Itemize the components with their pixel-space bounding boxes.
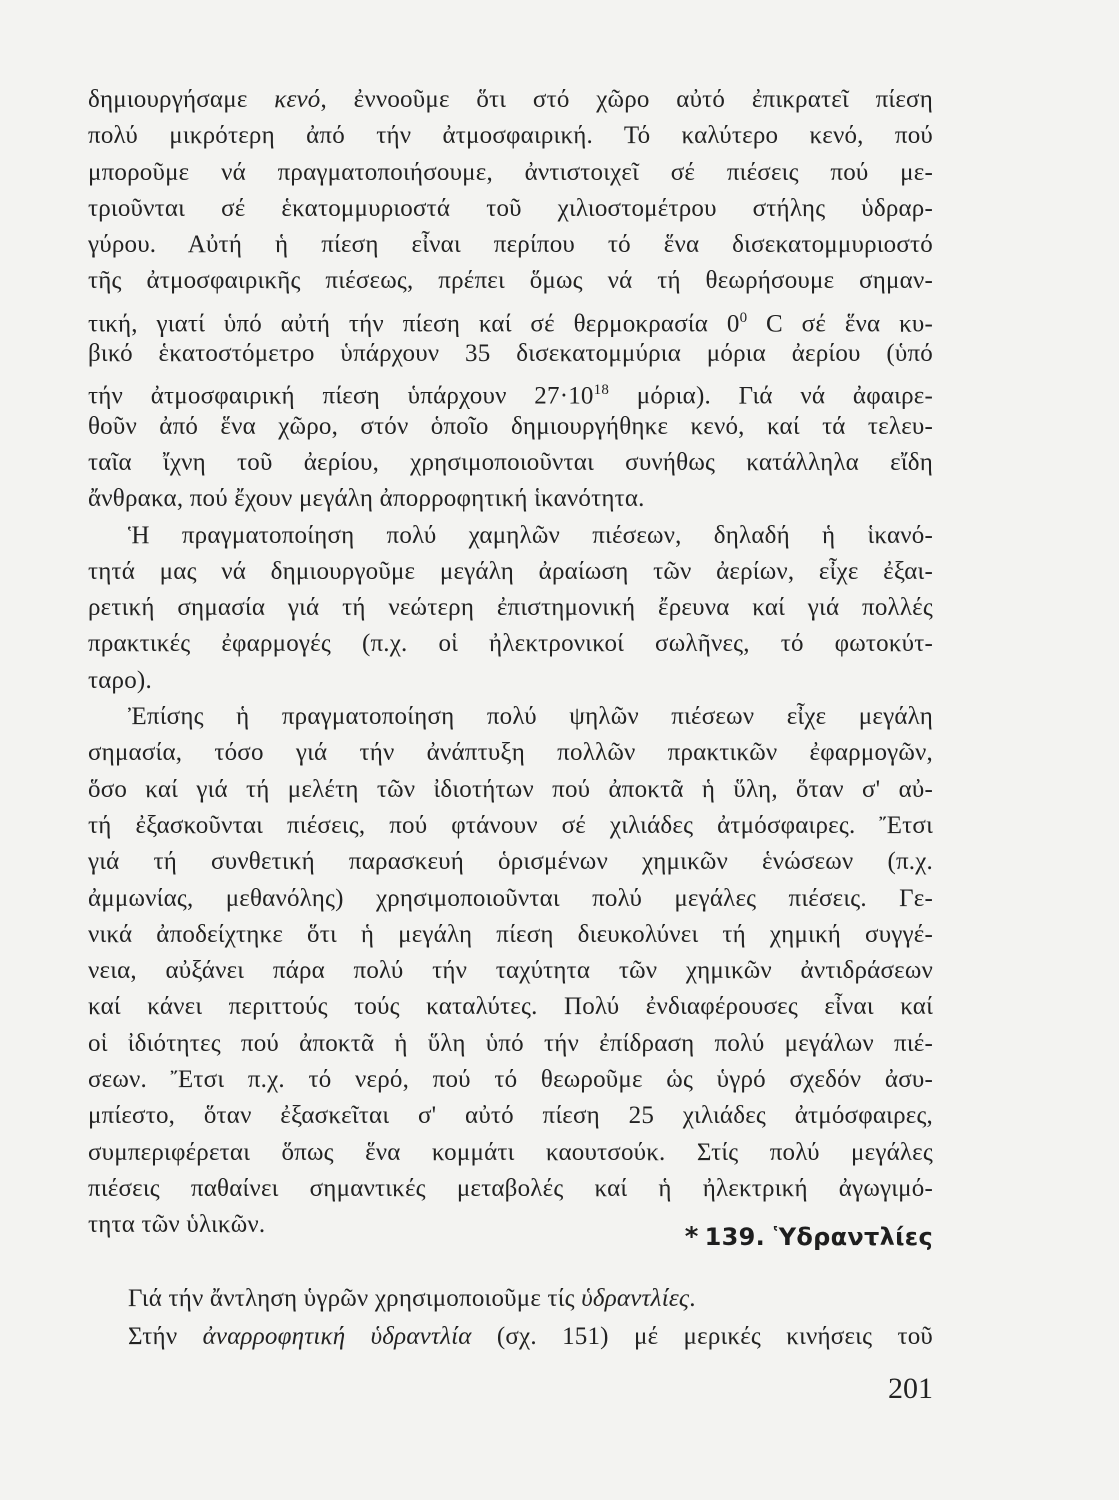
text-line: γιά τή συνθετική παρασκευή ὁρισμένων χημικῶν ἑνώσεων (π.χ. [88,848,933,876]
term-ydrantlies: ὑδραντλίες [581,1285,690,1312]
text-line: βικό ἑκατοστόμετρο ὑπάρχουν 35 δισεκατομμύρια μόρια ἀερίου (ὑπό [88,340,933,368]
text-line: Στήν ἀναρροφητική ὑδραντλία (σχ. 151) μέ μερικές κινήσεις τοῦ [128,1323,933,1350]
text-line: ὅσο καί γιά τή μελέτη τῶν ἰδιοτήτων πού ἀποκτᾶ ἡ ὕλη, ὅταν σ' αὐ- [88,775,933,803]
asterisk-icon: * [684,1222,699,1252]
text-line: τήν ἀτμοσφαιρική πίεση ὑπάρχουν $27\cdot 10^{18}$ μόρια). Γιά νά ἀφαιρε- [88,382,933,410]
text-line: οἱ ἰδιότητες πού ἀποκτᾶ ἡ ὕλη ὑπό τήν ἐπίδραση πολύ μεγάλων πιέ- [88,1029,933,1057]
main-text [88,82,933,1244]
text-line: Γιά τήν ἄντληση ὑγρῶν χρησιμοποιοῦμε τίς ὑδραντλίες. [128,1285,696,1312]
text-line: τριοῦνται σέ ἑκατομμυριοστά τοῦ χιλιοστομέτρου στήλης ὑδραρ- [88,194,933,222]
text-line: ἄνθρακα, πού ἔχουν μεγάλη ἀπορροφητική ἱκανότητα. [88,485,645,513]
text-line: ταρο). [88,666,152,694]
text-line: σεων. Ἔτσι π.χ. τό νερό, πού τό θεωροῦμε ὡς ὑγρό σχεδόν ἀσυ- [88,1066,933,1094]
text-line: τή ἐξασκοῦνται πιέσεις, πού φτάνουν σέ χιλιάδες ἀτμόσφαιρες. Ἔτσι [88,811,933,839]
text-line: Ἐπίσης ἡ πραγματοποίηση πολύ ψηλῶν πιέσεων εἶχε μεγάλη [128,703,933,731]
text-line: ταῖα ἴχνη τοῦ ἀερίου, χρησιμοποιοῦνται συνήθως κατάλληλα εἴδη [88,448,933,476]
text-line: συμπεριφέρεται ὅπως ἕνα κομμάτι καουτσούκ. Στίς πολύ μεγάλες [88,1138,933,1166]
text-line: τητα τῶν ὑλικῶν. [88,1211,266,1239]
term-anarrofitiki: ἀναρροφητική ὑδραντλία [202,1323,472,1350]
text-line: γύρου. Αὐτή ἡ πίεση εἶναι περίπου τό ἕνα δισεκατομμυριοστό [88,231,933,259]
text-line: τική, γιατί ὑπό αὐτή τήν πίεση καί σέ θερμοκρασία $0^0$ C σέ ἕνα κυ- [88,309,933,338]
text-line: πρακτικές ἐφαρμογές (π.χ. οἱ ἠλεκτρονικοί σωλῆνες, τό φωτοκύτ- [88,630,933,658]
text-line: τητά μας νά δημιουργοῦμε μεγάλη ἀραίωση τῶν ἀερίων, εἶχε ἐξαι- [88,557,933,585]
text-line: πολύ μικρότερη ἀπό τήν ἀτμοσφαιρική. Τό καλύτερο κενό, πού [88,122,933,150]
text-line: νεια, αὐξάνει πάρα πολύ τήν ταχύτητα τῶν χημικῶν ἀντιδράσεων [88,957,933,985]
text-line: μπίεστο, ὅταν ἐξασκεῖται σ' αὐτό πίεση 25 χιλιάδες ἀτμόσφαιρες, [88,1102,933,1130]
text-line: τῆς ἀτμοσφαιρικῆς πιέσεως, πρέπει ὅμως νά τή θεωρήσουμε σημαν- [88,267,933,295]
text-line: πιέσεις παθαίνει σημαντικές μεταβολές καί ἡ ἠλεκτρική ἀγωγιμό- [88,1174,933,1202]
section-text [88,1280,933,1356]
section-title-text: Ὑδραντλίες [773,1223,933,1251]
text-line: ρετική σημασία γιά τή νεώτερη ἐπιστημονική ἔρευνα καί γιά πολλές [88,594,933,622]
text-line: θοῦν ἀπό ἕνα χῶρο, στόν ὁποῖο δημιουργήθηκε κενό, καί τά τελευ- [88,412,933,440]
text-line: σημασία, τόσο γιά τήν ἀνάπτυξη πολλῶν πρακτικῶν ἐφαρμογῶν, [88,739,933,767]
text-line: νικά ἀποδείχτηκε ὅτι ἡ μεγάλη πίεση διευκολύνει τή χημική συγγέ- [88,920,933,948]
term-keno: κενό [274,86,321,113]
page-number: 201 [888,1372,933,1405]
section-number: 139. [704,1223,766,1251]
section-heading [685,1222,933,1252]
text-line: Ἡ πραγματοποίηση πολύ χαμηλῶν πιέσεων, δηλαδή ἡ ἱκανό- [128,521,933,549]
text-line: ἀμμωνίας, μεθανόλης) χρησιμοποιοῦνται πολύ μεγάλες πιέσεις. Γε- [88,884,933,912]
text-line: δημιουργήσαμε κενό, ἐννοοῦμε ὅτι στό χῶρο αὐτό ἐπικρατεῖ πίεση [88,86,934,113]
text-line: μποροῦμε νά πραγματοποιήσουμε, ἀντιστοιχεῖ σέ πιέσεις πού με- [88,158,933,186]
text-line: καί κάνει περιττούς τούς καταλύτες. Πολύ ἐνδιαφέρουσες εἶναι καί [88,993,933,1021]
